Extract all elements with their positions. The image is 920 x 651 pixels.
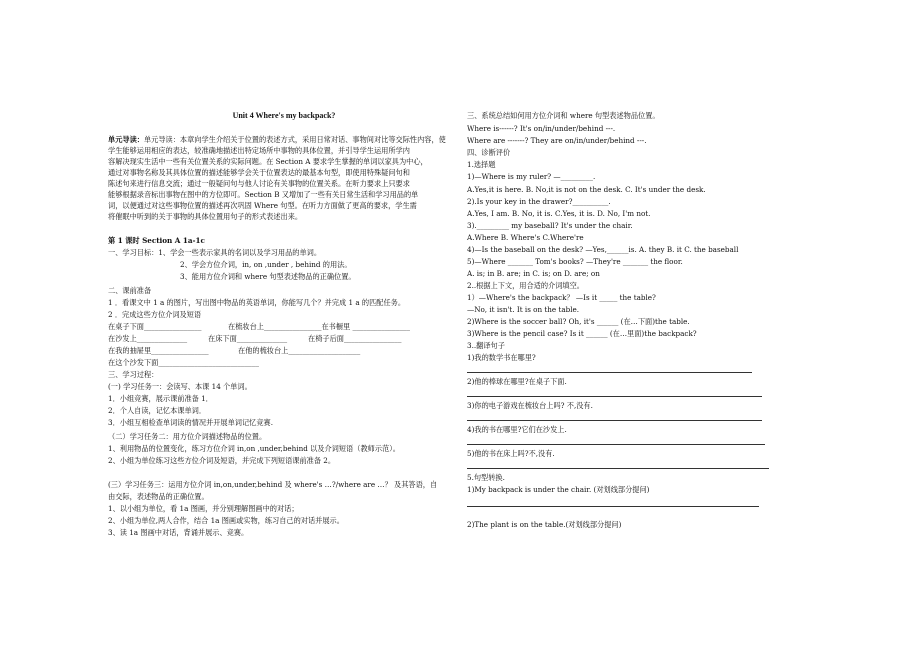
- mc-line: 5)—Where _______ Tom's books? —They're _______ the floor.: [467, 257, 683, 266]
- process-heading: 三、学习过程：: [108, 370, 159, 379]
- goal-line: 2、学会方位介词，in, on ,under , behind 的用法。: [180, 260, 352, 269]
- translate-line: 1)我的数学书在哪里?: [467, 353, 536, 362]
- intro-line: 通过对事物名称及其具体位置的描述能够学会关于位置表达的最基本句型，即使用特殊疑问句和: [108, 168, 410, 177]
- translate-line: 5)他的书在床上吗?不,没有.: [467, 449, 555, 458]
- translate-line: 2)他的棒球在哪里?在桌子下面.: [467, 377, 567, 386]
- mc-line: A.Yes, I am. B. No, it is. C.Yes, it is. D. No, I'm not.: [467, 209, 651, 218]
- goal-line: 一、学习目标：1、学会一些表示家具的名词以及学习用品的单词。: [108, 248, 322, 257]
- summary-line: Where is------? It's on/in/under/behind ---.: [467, 124, 616, 133]
- task-line: 由交际，表述物品的正确位置。: [108, 492, 209, 501]
- fill-line: 1）—Where's the backpack？ —Is it _____ the table?: [467, 293, 656, 302]
- answer-line: [467, 420, 762, 421]
- fill-line: —No, it isn't. It is on the table.: [467, 305, 580, 314]
- task-line: (三）学习任务三：运用方位介词 in,on,under,behind 及 where's …?/where are …？ 及其答语，自: [108, 480, 438, 489]
- intro-line: 陈述句来进行信息交流；通过一般疑问句与他人讨论有关事物的位置关系。在听力要求上只要求: [108, 179, 410, 188]
- mc-line: 4)—Is the baseball on the desk? —Yes,______is. A. they B. it C. the baseball: [467, 245, 739, 254]
- summary-line: 1.选择题: [467, 160, 496, 169]
- phrase-blank: 在桌子下面________________: [108, 322, 202, 331]
- task-line: 2、小组为单位练习这些方位介词及短语，并完成下列短语课前准备 2。: [108, 456, 336, 465]
- intro-line: 容解决现实生活中一些有关位置关系的实际问题。在 Section A 要求学生掌握的单词以家具为中心，: [108, 157, 428, 166]
- fill-line: 2..根据上下文，用合适的介词填空。: [467, 281, 584, 290]
- phrase-blank: 在他的梳妆台上____________________: [238, 346, 361, 355]
- intro-line: 单元导读：本章向学生介绍关于位置的表述方式，采用日常对话、事物间对比等交际性内容，使: [143, 135, 446, 144]
- task-line: 1、利用物品的位置变化，练习方位介词 in,on ,under,behind 以及介词短语（教师示范）。: [108, 444, 400, 453]
- phrase-blank: 在床下面______________: [208, 334, 288, 343]
- intro-line: 学生能够运用相应的表达，较准确地描述出特定场所中事物的具体位置，并引导学生运用所学内: [108, 146, 410, 155]
- answer-line: [467, 468, 769, 469]
- lesson-heading: 第 1 课时 Section A 1a-1c: [108, 236, 205, 245]
- fill-line: 3)Where is the pencil case? Is it ______ (在…里面)the backpack?: [467, 329, 697, 338]
- intro-line: 将催眠中听到的关于事物的具体位置用句子的形式表述出来。: [108, 212, 303, 221]
- phrase-blank: 在这个沙发下面____________________________: [108, 358, 259, 367]
- task-line: 3．小组互相检查单词读的情况并开展单词记忆竞赛.: [108, 418, 273, 427]
- translate-heading: 3..翻译句子: [467, 341, 505, 350]
- answer-line: [467, 506, 759, 507]
- mc-line: 3)._________ my baseball? It's under the chair.: [467, 221, 633, 230]
- mc-line: A. is; in B. are; in C. is; on D. are; on: [467, 269, 600, 278]
- translate-line: 4)我的书在哪里?它们在沙发上.: [467, 425, 567, 434]
- translate-line: 3)你的电子游戏在梳妆台上吗? 不,没有.: [467, 401, 593, 410]
- mc-line: A.Yes,it is here. B. No,it is not on the desk. C. It's under the desk.: [467, 185, 706, 194]
- task-line: 1．小组竞赛，展示课前准备 1．: [108, 394, 213, 403]
- prep-heading: 二、课前准备: [108, 286, 152, 295]
- transform-line: 1)My backpack is under the chair. (对划线部分提问): [467, 485, 650, 494]
- summary-line: 三、系统总结如何用方位介词和 where 句型表述物品位置。: [467, 111, 660, 120]
- task-line: (一) 学习任务一：会读写、本课 14 个单词。: [108, 382, 252, 391]
- answer-line: [467, 444, 765, 445]
- task-line: 2．个人自读，记忆本课单词．: [108, 406, 207, 415]
- intro-line: 能够根据录音标出事物在图中的方位即可。Section B 又增加了一些有关日常生活和学习用品的单: [108, 190, 419, 199]
- task-line: （二）学习任务二：用方位介词描述物品的位置。: [108, 432, 267, 441]
- task-line: 1、以小组为单位，看 1a 图画，并分别理解图画中的对话；: [108, 504, 299, 513]
- task-line: 3、读 1a 图画中对话，背诵并展示、竞赛。: [108, 528, 249, 537]
- summary-line: 四、诊断评价: [467, 148, 511, 157]
- mc-line: 1)—Where is my ruler? —_________.: [467, 172, 596, 181]
- phrase-blank: 在梳妆台上________________在书橱里 ________________: [228, 322, 410, 331]
- transform-line: 2)The plant is on the table.(对划线部分提问): [467, 520, 622, 529]
- prep-line: 1 ．看课文中 1 a 的图片，写出图中物品的英语单词，你能写几个？并完成 1 a 的匹配任务。: [108, 298, 406, 307]
- fill-line: 2)Where is the soccer ball? Oh, it's ______ (在…下面)the table.: [467, 317, 690, 326]
- phrase-blank: 在沙发上______________: [108, 334, 188, 343]
- goal-line: 3、能用方位介词和 where 句型表述物品的正确位置。: [180, 272, 356, 281]
- mc-line: 2).Is your key in the drawer?__________.: [467, 197, 611, 206]
- prep-line: 2 ．完成这些方位介词及短语: [108, 310, 202, 319]
- answer-line: [467, 396, 762, 397]
- summary-line: Where are -------? They are on/in/under/behind ---.: [467, 136, 647, 145]
- answer-line: [467, 372, 752, 373]
- transform-heading: 5.句型转换.: [467, 473, 505, 482]
- phrase-blank: 在我的抽屉里________________: [108, 346, 209, 355]
- task-line: 2、小组为单位,两人合作，结合 1a 图画或实物，练习自己的对话并展示。: [108, 516, 344, 525]
- phrase-blank: 在椅子后面________________: [308, 334, 402, 343]
- mc-line: A.Where B. Where's C.Where're: [467, 233, 584, 242]
- document-title: Unit 4 Where's my backpack?: [232, 111, 336, 120]
- intro-line: 词，以便通过对这些事物位置的描述再次巩固 Where 句型。在听力方面做了更高的要求，学生需: [108, 201, 417, 210]
